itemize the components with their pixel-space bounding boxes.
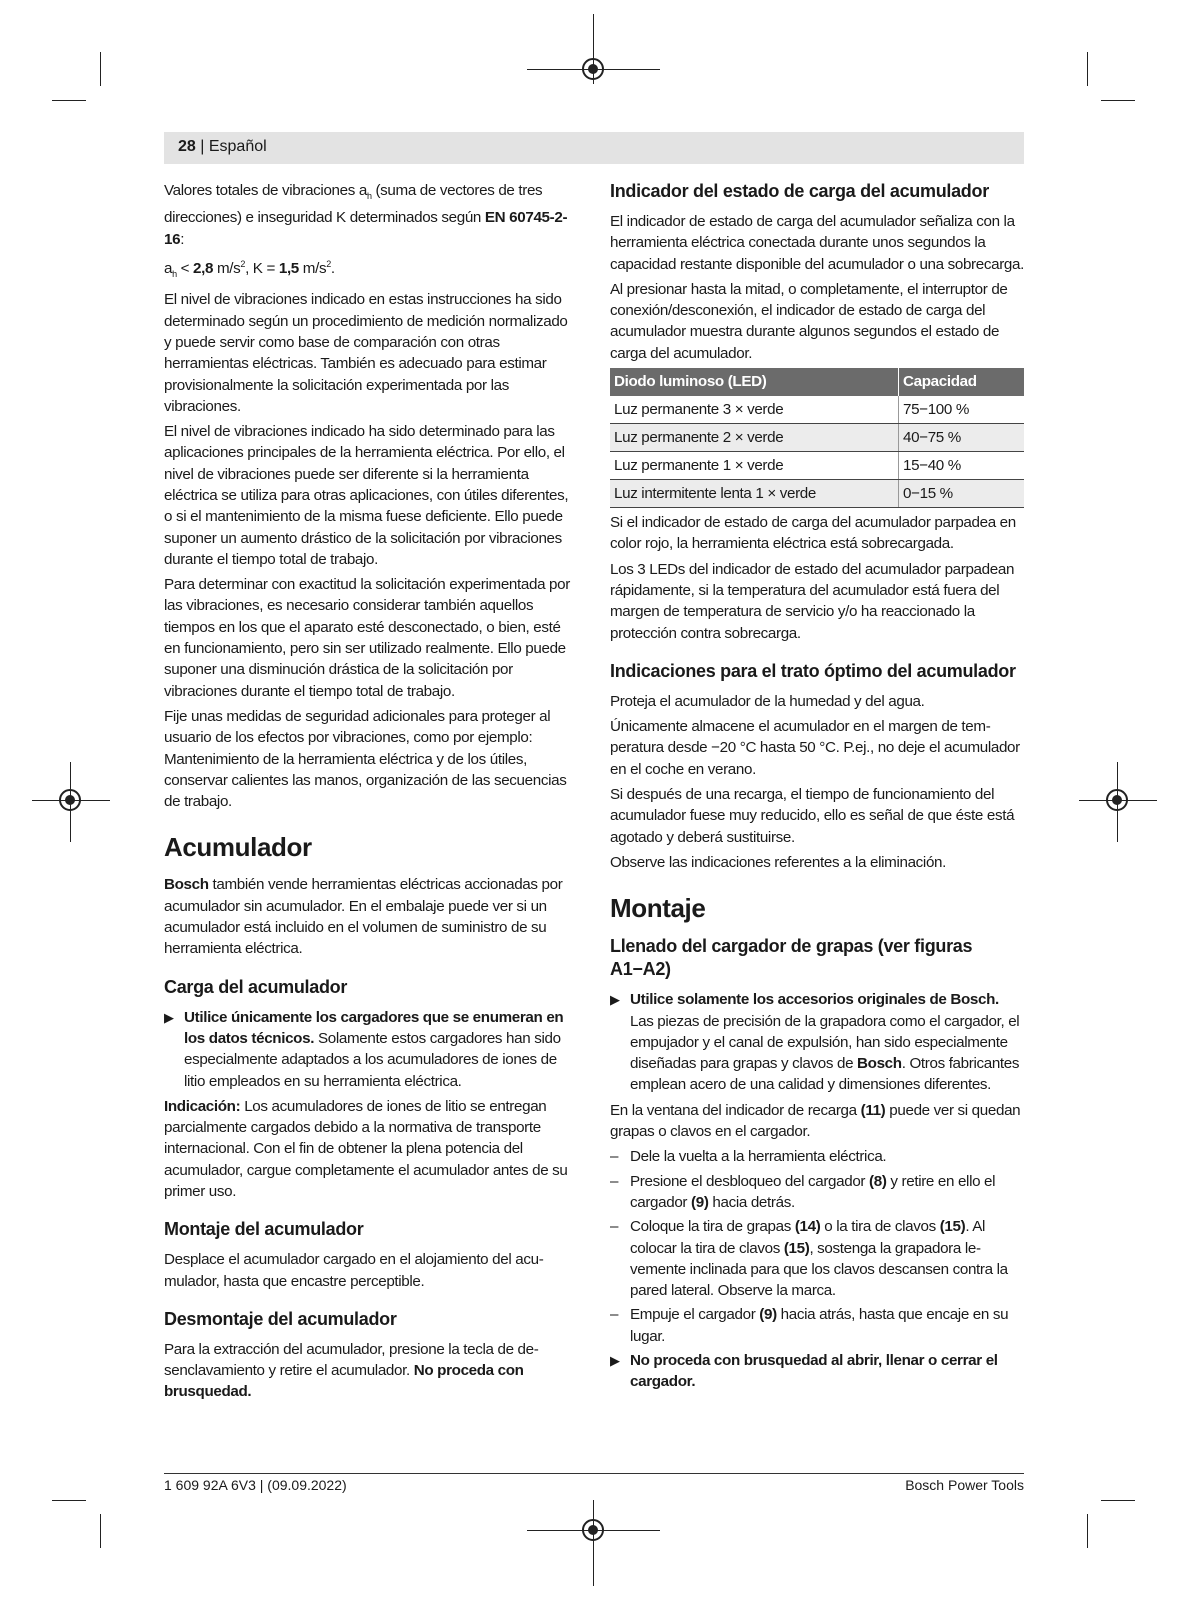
list-item: – Coloque la tira de grapas (14) o la tira de clavos (15). Al colocar la tira de clavos (15), sostenga la grapadora levemente inclinada para que los clavos descansen contra la pared lateral. Observe la marca.	[610, 1218, 1008, 1300]
table-row: Luz intermitente lenta 1 × verde 0−15 %	[610, 480, 1024, 508]
vibration-paragraph: Fije unas medidas de seguridad adicionales para proteger al usuario de los efectos por vibraciones, como por ejemplo: Mantenimiento de la herramienta eléctrica y de los útiles, conservar calientes las manos, organización de las secuencias de trabajo.	[164, 707, 567, 811]
indicacion-paragraph: Indicación: Los acumuladores de iones de litio se entregan parcialmente cargados debido a la normativa de transporte internacional. Con el fin de obtener la plena potencia del acumulador, cargue completamente el acumulador antes de su primer uso.	[164, 1097, 568, 1200]
table-row: Luz permanente 2 × verde 40−75 %	[610, 424, 1024, 452]
footer-brand: Bosch Power Tools	[905, 1477, 1024, 1493]
llenado-paragraph: En la ventana del indicador de recarga (11) puede ver si quedan grapas o clavos en el cargador.	[610, 1101, 1021, 1141]
heading-indicador: Indicador del estado de carga del acumulador	[610, 181, 989, 201]
heading-montaje-acumulador: Montaje del acumulador	[164, 1219, 364, 1240]
right-column	[610, 180, 1024, 1397]
trato-paragraph: Si después de una recarga, el tiempo de funcionamiento del acumulador fuese muy reducido, ello es señal de que éste está agotado y deberá sustituirse.	[610, 786, 1015, 846]
heading-desmontaje: Desmontaje del acumulador	[164, 1308, 397, 1329]
vibration-paragraph: Para determinar con exactitud la solicitación experimentada por las vibraciones, es necesario considerar también aquellos tiempos en los que el aparato esté desconectado, o bien, esté en funcionamiento, pero sin ser utilizado realmente. Ello puede suponer una disminución drástica de la solicitación por vibraciones durante el tiempo total de trabajo.	[164, 576, 570, 700]
desmontaje-text: Para la extracción del acumulador, presione la tecla de desenclavamiento y retire el acumulador. No proceda con brusquedad.	[164, 1340, 539, 1401]
crop-mark	[1087, 1514, 1088, 1548]
heading-carga: Carga del acumulador	[164, 976, 348, 997]
vibration-values: $a_h < 2,8$ $m/s^2$, K = 1,5 $m/s^2$.	[164, 258, 335, 280]
list-item: – Empuje el cargador (9) hacia atrás, hasta que encaje en su lugar.	[610, 1306, 1009, 1345]
trato-paragraph: Únicamente almacene el acumulador en el margen de temperatura desde −20 °C hasta 50 °C. P.ej., no deje el acumulador en el coche en verano.	[610, 718, 1020, 778]
section-title-montaje: Montaje	[610, 893, 706, 924]
trato-paragraph: Proteja el acumulador de la humedad y del agua.	[610, 692, 925, 710]
table-row: Luz permanente 3 × verde 75−100 %	[610, 396, 1024, 424]
page-header-text: 28 | Español	[178, 138, 267, 155]
vibration-paragraph: El nivel de vibraciones indicado en estas instrucciones ha sido determinado según un procedimiento de medición normalizado y puede servir como base de comparación con otras herramientas eléctricas. También es adecuado para estimar provisionalmente la solicitación experimentada por las vibraciones.	[164, 291, 568, 415]
triangle-bullet-icon: ▶	[610, 992, 620, 1008]
table-header-row	[610, 368, 1024, 396]
page-number: 28	[178, 138, 196, 155]
indicador-paragraph: Al presionar hasta la mitad, o completamente, el interruptor de conexión/desconexión, el indicador de estado de carga del acumulador muestra durante algunos segundos el estado de carga del acumulador.	[610, 280, 1008, 362]
page-header	[164, 132, 1024, 164]
crop-mark	[100, 1514, 101, 1548]
table-row: Luz permanente 1 × verde 15−40 %	[610, 452, 1024, 480]
registration-mark-icon	[59, 789, 81, 811]
triangle-bullet-icon: ▶	[164, 1009, 174, 1025]
trato-paragraph: Observe las indicaciones referentes a la eliminación.	[610, 853, 947, 871]
heading-llenado: Llenado del cargador de grapas (ver figuras A1−A2)	[610, 936, 973, 980]
section-title-acumulador: Acumulador	[164, 832, 312, 863]
crop-mark	[1101, 100, 1135, 101]
heading-trato: Indicaciones para el trato óptimo del acumulador	[610, 660, 1016, 681]
vibration-intro: Valores totales de vibraciones $a_h$ (suma de vectores de tres direcciones) e inseguridad K determinados según EN 60745-2-16:	[164, 182, 568, 248]
indicador-paragraph: El indicador de estado de carga del acumulador señaliza con la herramienta eléctrica conectada durante unos segundos la capacidad restante disponible del acumulador o una sobrecarga.	[610, 213, 1024, 273]
left-column	[164, 180, 578, 1407]
list-item: – Presione el desbloqueo del cargador (8) y retire en ello el cargador (9) hacia detrás.	[610, 1172, 996, 1211]
list-item: ▶ No proceda con brusquedad al abrir, llenar o cerrar el cargador.	[610, 1351, 998, 1391]
crop-mark	[52, 100, 86, 101]
triangle-bullet-icon: ▶	[610, 1352, 620, 1368]
table-header-led: Diodo luminoso (LED)	[610, 368, 899, 396]
led-capacity-table	[610, 368, 1024, 508]
indicador-paragraph: Los 3 LEDs del indicador de estado del acumulador parpadean rápidamente, si la temperatura del acumulador está fuera del margen de temperatura de servicio y/o ha reaccionado la protección contra sobrecarga.	[610, 560, 1015, 642]
crop-mark	[1087, 52, 1088, 86]
registration-mark-icon	[1106, 789, 1128, 811]
registration-line	[593, 1500, 594, 1586]
table-header-capacidad: Capacidad	[899, 368, 1025, 396]
indicador-paragraph: Si el indicador de estado de carga del acumulador parpadea en color rojo, la herramienta eléctrica está sobrecargada.	[610, 514, 1016, 553]
list-item: ▶ Utilice únicamente los cargadores que se enumeran en los datos técnicos. Solamente estos cargadores han sido especialmente adaptados a los acumuladores de iones de litio empleados en su herramienta eléctrica.	[164, 1008, 564, 1090]
acumulador-paragraph: Bosch también vende herramientas eléctricas accionadas por acumulador sin acumulador. En el embalaje puede ver si un acumulador está incluido en el volumen de suministro de su herramienta eléctrica.	[164, 876, 563, 958]
crop-mark	[100, 52, 101, 86]
list-item: – Dele la vuelta a la herramienta eléctrica.	[610, 1148, 887, 1166]
registration-mark-icon	[582, 58, 604, 80]
list-item: ▶ Utilice solamente los accesorios originales de Bosch. Las piezas de precisión de la grapadora como el cargador, el empujador y el canal de expulsión, han sido especialmente diseñadas para grapas y clavos de Bosch. Otros fabricantes emplean acero de una calidad y dimensiones diferentes.	[610, 991, 1020, 1094]
footer-document-id: 1 609 92A 6V3 | (09.09.2022)	[164, 1477, 347, 1493]
registration-mark-icon	[582, 1519, 604, 1541]
montaje-acumulador-text: Desplace el acumulador cargado en el alojamiento del acumulador, hasta que encastre perceptible.	[164, 1251, 544, 1290]
crop-mark	[52, 1500, 86, 1501]
footer-divider	[164, 1473, 1024, 1474]
language-label: Español	[208, 138, 267, 155]
vibration-paragraph: El nivel de vibraciones indicado ha sido determinado para las aplicaciones principales de la herramienta eléctrica. Por ello, el nivel de vibraciones puede ser diferente si la herramienta eléctrica se utiliza para otras aplicaciones, con útiles diferentes, o si el mantenimiento de la misma fuese deficiente. Ello puede suponer un aumento drástico de la solicitación por vibraciones durante el tiempo total de trabajo.	[164, 423, 569, 568]
crop-mark	[1101, 1500, 1135, 1501]
